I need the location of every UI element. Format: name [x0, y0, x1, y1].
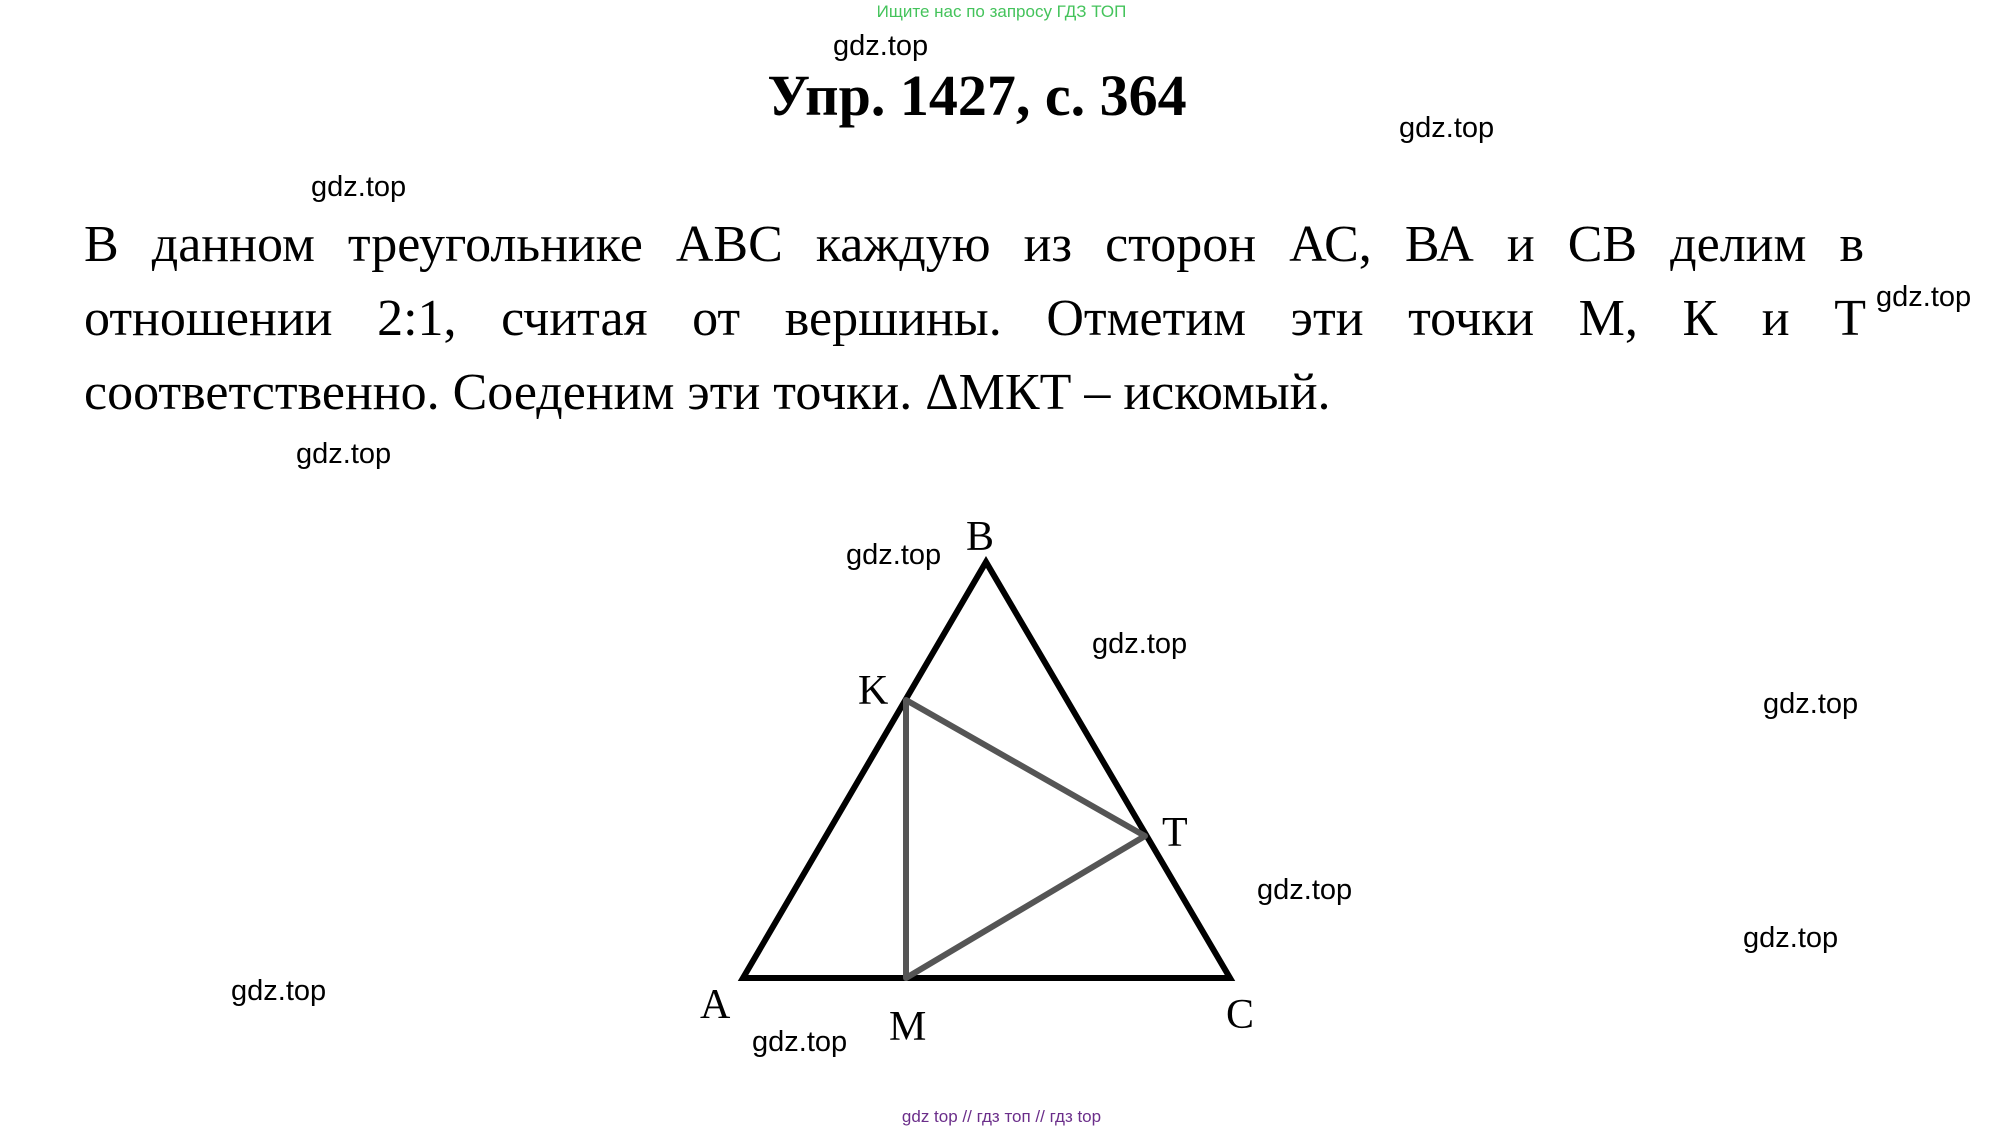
watermark: gdz.top — [296, 438, 392, 470]
watermark: gdz.top — [1257, 874, 1353, 906]
watermark: gdz.top — [1399, 112, 1495, 144]
text-line-3: соответственно. Соеденим эти точки. ΔМКТ – искомый. — [84, 364, 1331, 421]
page-title: Упр. 1427, с. 364 — [767, 63, 1187, 128]
watermark: gdz.top — [833, 30, 929, 62]
text-line-1: В данном треугольнике АВС каждую из сторон АС, ВА и СВ делим в — [84, 216, 1864, 273]
text-line-2: отношении 2:1, считая от вершины. Отметим эти точки М, К и Т — [84, 290, 1866, 347]
footer-links: gdz top // гдз топ // гдз top — [901, 1107, 1102, 1126]
vertex-label-k: K — [858, 668, 889, 714]
vertex-label-a: A — [700, 982, 731, 1028]
watermark: gdz.top — [1763, 688, 1859, 720]
watermark: gdz.top — [231, 975, 327, 1007]
top-banner: Ищите нас по запросу ГДЗ ТОП — [876, 2, 1127, 21]
watermark: gdz.top — [752, 1026, 848, 1058]
vertex-label-m: M — [889, 1004, 927, 1050]
triangle-abc — [743, 562, 1230, 978]
vertex-label-t: T — [1162, 810, 1188, 856]
watermark: gdz.top — [1876, 281, 1972, 313]
vertex-label-b: B — [966, 514, 995, 560]
watermark: gdz.top — [311, 171, 407, 203]
watermark: gdz.top — [846, 539, 942, 571]
triangle-mkt — [906, 700, 1145, 978]
watermark: gdz.top — [1743, 922, 1839, 954]
vertex-label-c: C — [1226, 992, 1255, 1038]
watermark: gdz.top — [1092, 628, 1188, 660]
